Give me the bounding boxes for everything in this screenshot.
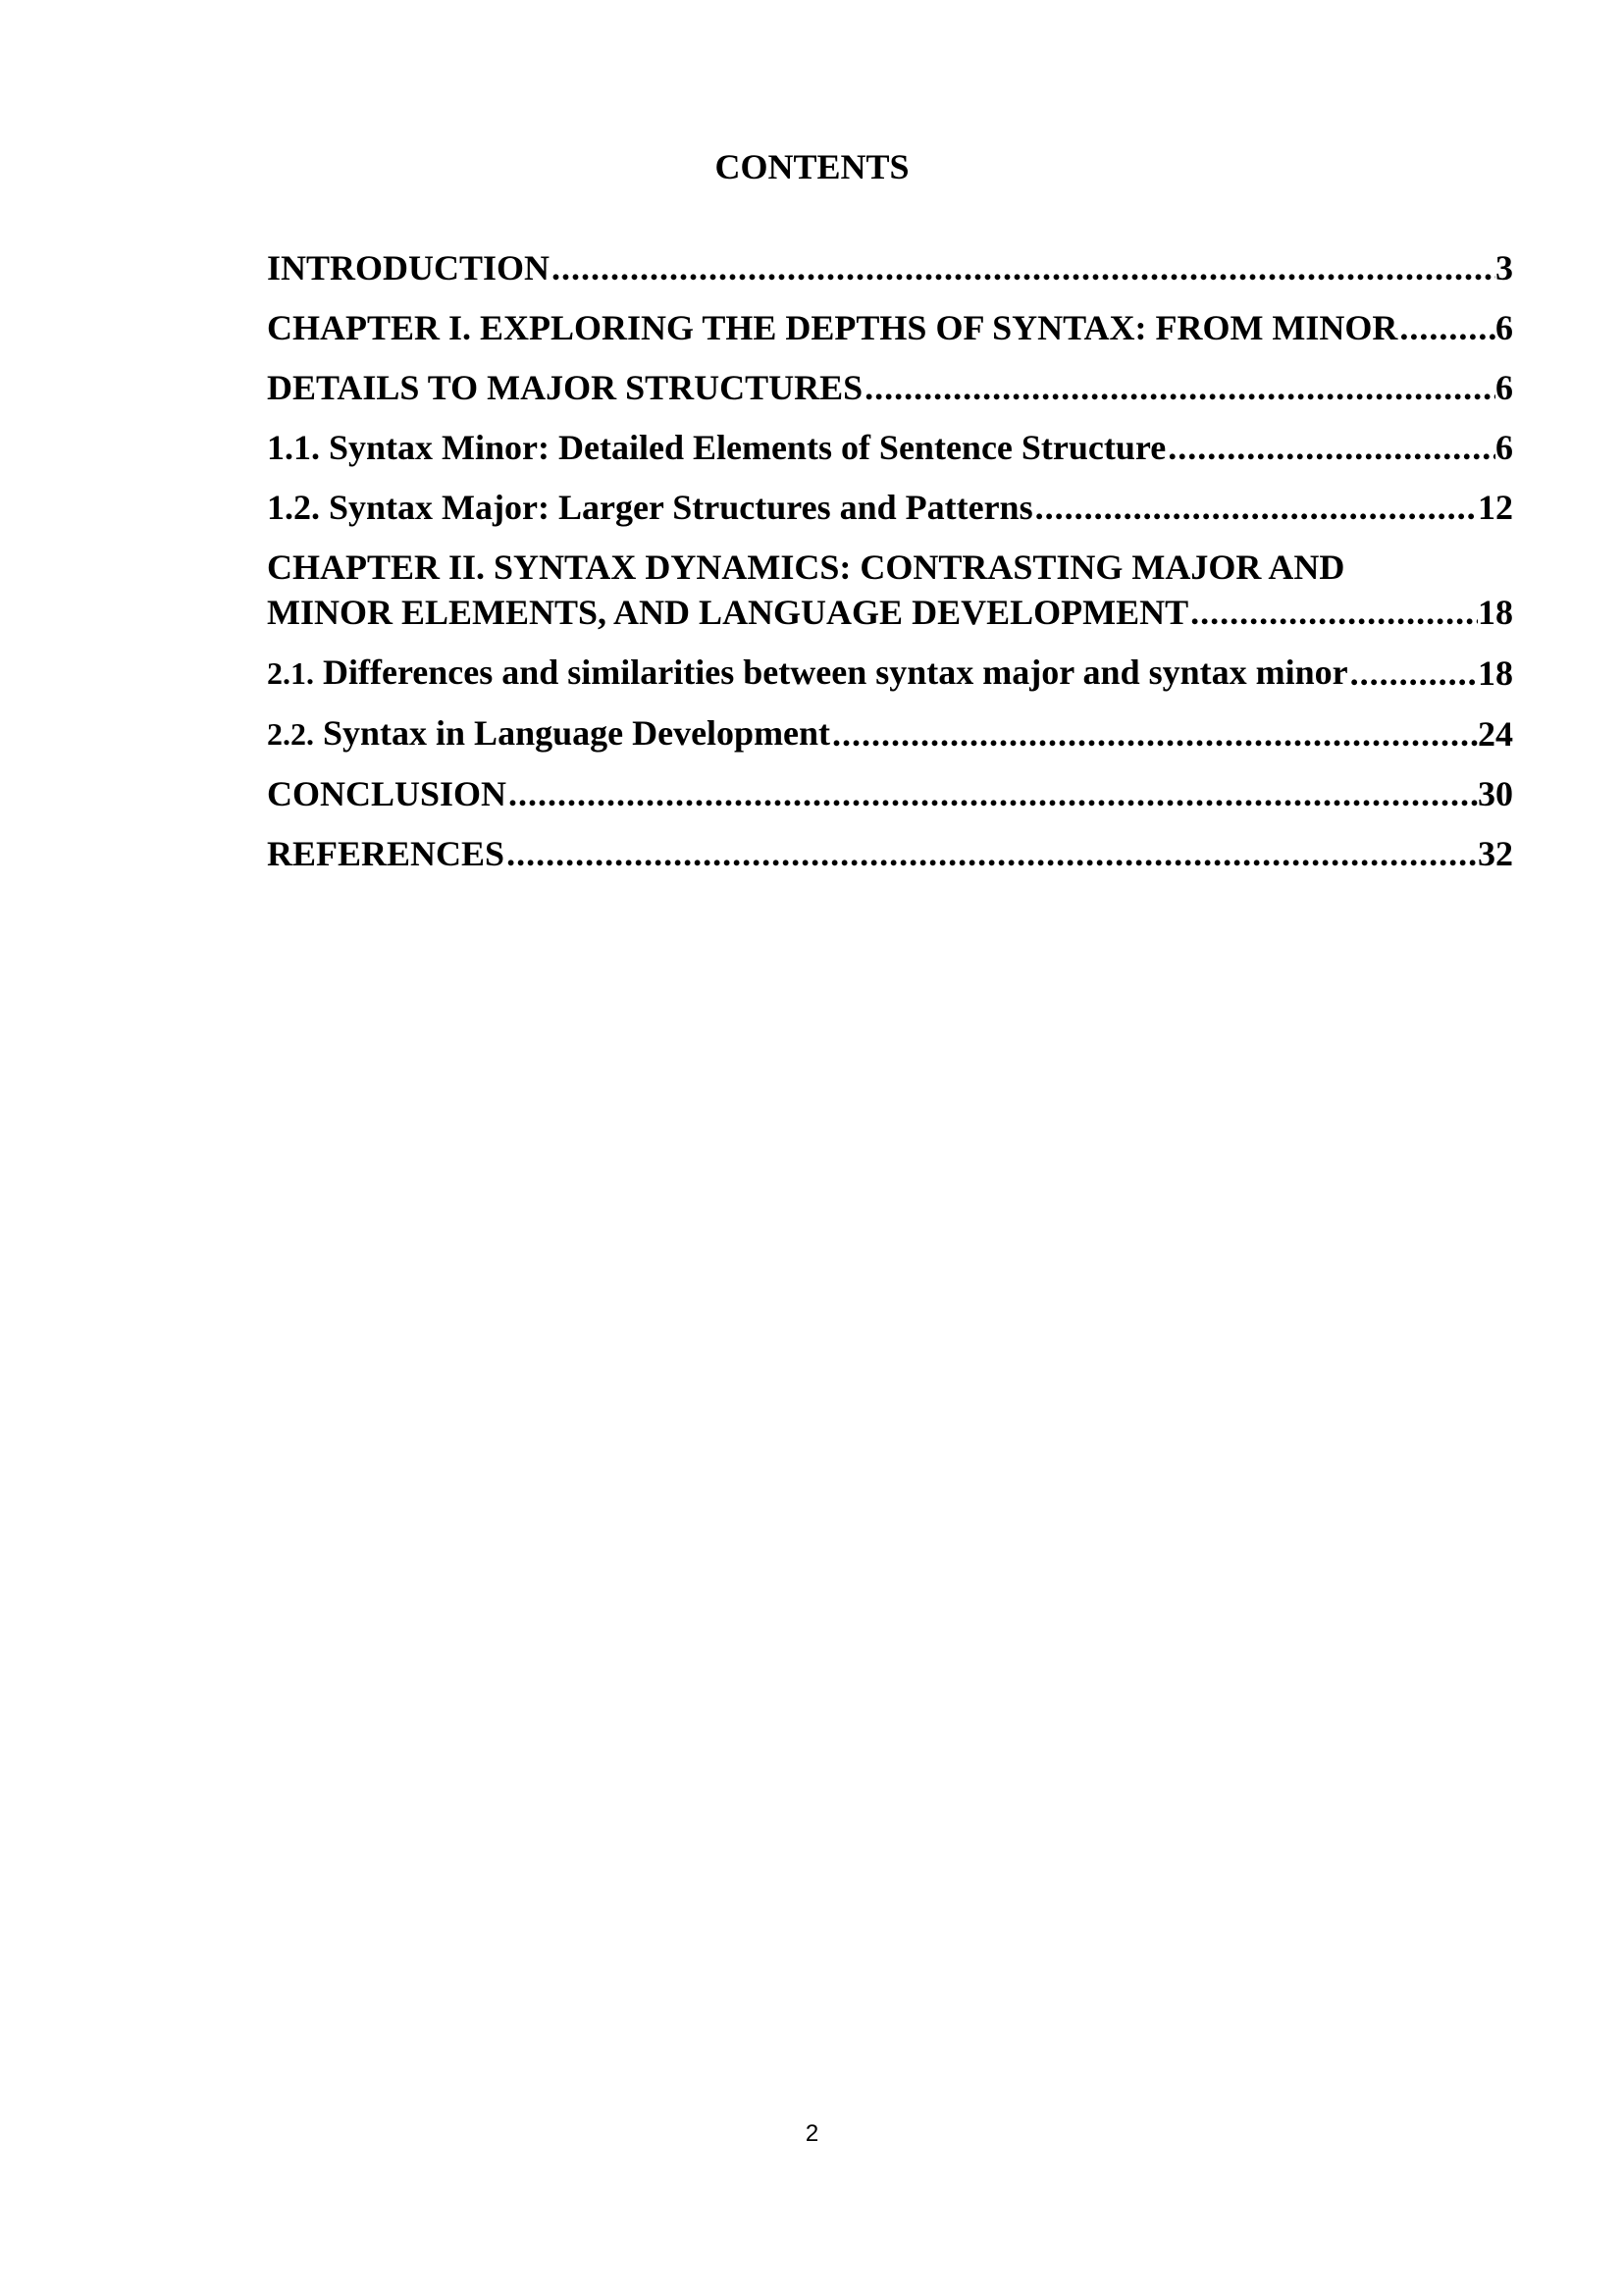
toc-leader-dots [1033, 485, 1478, 530]
toc-entry-label: 1.2. Syntax Major: Larger Structures and Patterns [267, 488, 1033, 527]
table-of-contents [267, 245, 1513, 876]
toc-entry-label: Syntax in Language Development [323, 713, 831, 753]
toc-leader-dots [1166, 425, 1495, 470]
toc-entry-page: 6 [1495, 368, 1513, 407]
toc-entry-page: 12 [1478, 488, 1513, 527]
toc-entry-label-wrap [267, 710, 830, 756]
toc-entry-page: 18 [1478, 593, 1513, 632]
toc-entry-introduction[interactable] [267, 245, 1513, 290]
toc-entry-line2 [267, 590, 1513, 635]
toc-entry-page: 32 [1478, 834, 1513, 873]
toc-entry-label: CONCLUSION [267, 774, 507, 813]
toc-entry-section-1-2[interactable] [267, 485, 1513, 530]
toc-entry-page: 3 [1495, 248, 1513, 287]
toc-leader-dots [504, 831, 1478, 876]
toc-entry-page: 18 [1478, 653, 1513, 693]
toc-entry-chapter-1-cont[interactable] [267, 365, 1513, 410]
toc-leader-dots [1348, 651, 1478, 696]
toc-entry-conclusion[interactable] [267, 771, 1513, 816]
toc-entry-label: INTRODUCTION [267, 248, 550, 287]
toc-leader-dots [1397, 305, 1495, 350]
toc-leader-dots [550, 245, 1495, 290]
toc-entry-page: 6 [1495, 308, 1513, 347]
toc-entry-number: 2.2. [267, 716, 314, 752]
toc-entry-references[interactable] [267, 831, 1513, 876]
toc-leader-dots [506, 771, 1478, 816]
page-title: CONTENTS [714, 147, 910, 186]
toc-entry-label: 1.1. Syntax Minor: Detailed Elements of Sentence Structure [267, 428, 1167, 467]
toc-entry-label-wrap [267, 650, 1348, 696]
toc-entry-chapter-2[interactable] [267, 545, 1513, 635]
toc-entry-section-1-1[interactable] [267, 425, 1513, 470]
toc-entry-label: DETAILS TO MAJOR STRUCTURES [267, 368, 864, 407]
toc-entry-page: 6 [1495, 428, 1513, 467]
toc-entry-section-2-2[interactable] [267, 710, 1513, 756]
toc-entry-number: 2.1. [267, 655, 314, 691]
toc-leader-dots [863, 365, 1495, 410]
toc-entry-page: 30 [1478, 774, 1513, 813]
toc-entry-chapter-1[interactable] [267, 305, 1513, 350]
toc-entry-label: Differences and similarities between syntax major and syntax minor [323, 652, 1348, 692]
toc-entry-section-2-1[interactable] [267, 650, 1513, 696]
toc-entry-label: CHAPTER I. EXPLORING THE DEPTHS OF SYNTAX: FROM MINOR [267, 308, 1398, 347]
toc-entry-label-line2: MINOR ELEMENTS, AND LANGUAGE DEVELOPMENT [267, 593, 1189, 632]
toc-entry-page: 24 [1478, 714, 1513, 754]
page-number: 2 [805, 2120, 819, 2147]
toc-leader-dots [1188, 590, 1478, 635]
toc-leader-dots [830, 711, 1478, 756]
toc-entry-label-line1: CHAPTER II. SYNTAX DYNAMICS: CONTRASTING MAJOR AND [267, 548, 1345, 587]
toc-entry-label: REFERENCES [267, 834, 505, 873]
